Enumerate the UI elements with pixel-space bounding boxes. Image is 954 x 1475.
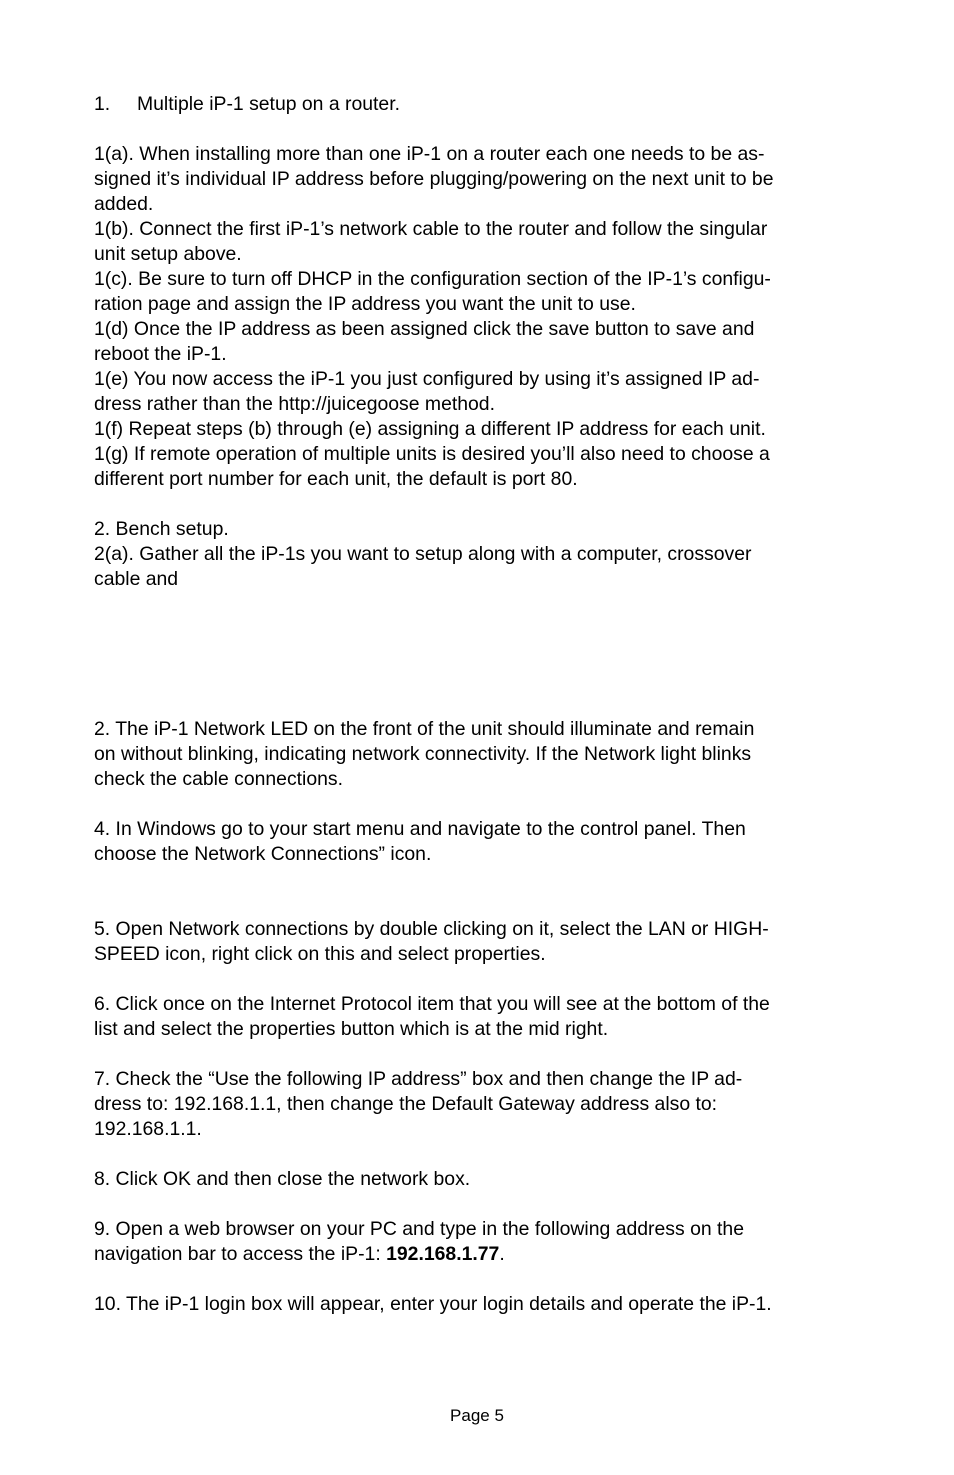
text-line: 1(a). When installing more than one iP-1 on a router each one needs to be as- <box>94 143 765 165</box>
section-1-heading <box>94 92 866 117</box>
text-line: dress rather than the http://juicegoose method. <box>94 393 495 415</box>
step-7 <box>94 1067 866 1142</box>
text-line: 9. Open a web browser on your PC and type in the following address on the <box>94 1218 744 1240</box>
text-line: 1(e) You now access the iP-1 you just configured by using it’s assigned IP ad- <box>94 368 760 390</box>
step-2 <box>94 717 866 792</box>
text-line: signed it’s individual IP address before plugging/powering on the next unit to be <box>94 168 774 190</box>
text-line: 7. Check the “Use the following IP address” box and then change the IP ad- <box>94 1068 743 1090</box>
text-line <box>94 1242 866 1267</box>
text-line: 1(c). Be sure to turn off DHCP in the configuration section of the IP-1’s configu- <box>94 268 771 290</box>
text-line: 5. Open Network connections by double clicking on it, select the LAN or HIGH- <box>94 918 769 940</box>
text-line: on without blinking, indicating network connectivity. If the Network light blinks <box>94 743 752 765</box>
text-line: dress to: 192.168.1.1, then change the Default Gateway address also to: <box>94 1093 718 1115</box>
text-line: 10. The iP-1 login box will appear, enter your login details and operate the iP-1. <box>94 1293 772 1315</box>
step-9-prefix: navigation bar to access the iP-1: <box>94 1243 387 1265</box>
section-2-heading: 2. Bench setup. <box>94 518 229 540</box>
text-line: ration page and assign the IP address you want the unit to use. <box>94 293 636 315</box>
step-4 <box>94 817 866 867</box>
text-line: 2(a). Gather all the iP-1s you want to setup along with a computer, crossover <box>94 543 752 565</box>
text-line: 1(f) Repeat steps (b) through (e) assigning a different IP address for each unit. <box>94 418 766 440</box>
text-line: 1(d) Once the IP address as been assigned click the save button to save and <box>94 318 755 340</box>
ip-address-bold: 192.168.1.77 <box>386 1243 500 1265</box>
text-line: choose the Network Connections” icon. <box>94 843 432 865</box>
text-line: unit setup above. <box>94 243 242 265</box>
section-1-number: 1. <box>94 93 111 115</box>
step-10 <box>94 1292 866 1317</box>
text-line: 8. Click OK and then close the network box. <box>94 1168 471 1190</box>
step-6 <box>94 992 866 1042</box>
step-8 <box>94 1167 866 1192</box>
text-line: 6. Click once on the Internet Protocol item that you will see at the bottom of the <box>94 993 770 1015</box>
page-number: Page 5 <box>450 1406 504 1425</box>
step-9 <box>94 1217 866 1267</box>
text-line: 2. The iP-1 Network LED on the front of the unit should illuminate and remain <box>94 718 755 740</box>
text-line: added. <box>94 193 154 215</box>
text-line: different port number for each unit, the default is port 80. <box>94 468 578 490</box>
section-1-body <box>94 142 866 492</box>
step-5 <box>94 917 866 967</box>
text-line: 1(g) If remote operation of multiple units is desired you’ll also need to choose a <box>94 443 770 465</box>
section-2-body <box>94 517 866 592</box>
text-line: reboot the iP-1. <box>94 343 227 365</box>
text-line: cable and <box>94 568 179 590</box>
text-line: 192.168.1.1. <box>94 1118 202 1140</box>
text-line: 4. In Windows go to your start menu and navigate to the control panel. Then <box>94 818 746 840</box>
text-line: list and select the properties button which is at the mid right. <box>94 1018 609 1040</box>
step-9-suffix: . <box>499 1243 505 1265</box>
text-line: check the cable connections. <box>94 768 344 790</box>
section-1-title: Multiple iP-1 setup on a router. <box>137 93 400 115</box>
document-body <box>94 92 866 1317</box>
text-line: 1(b). Connect the first iP-1’s network cable to the router and follow the singular <box>94 218 768 240</box>
text-line: SPEED icon, right click on this and select properties. <box>94 943 546 965</box>
